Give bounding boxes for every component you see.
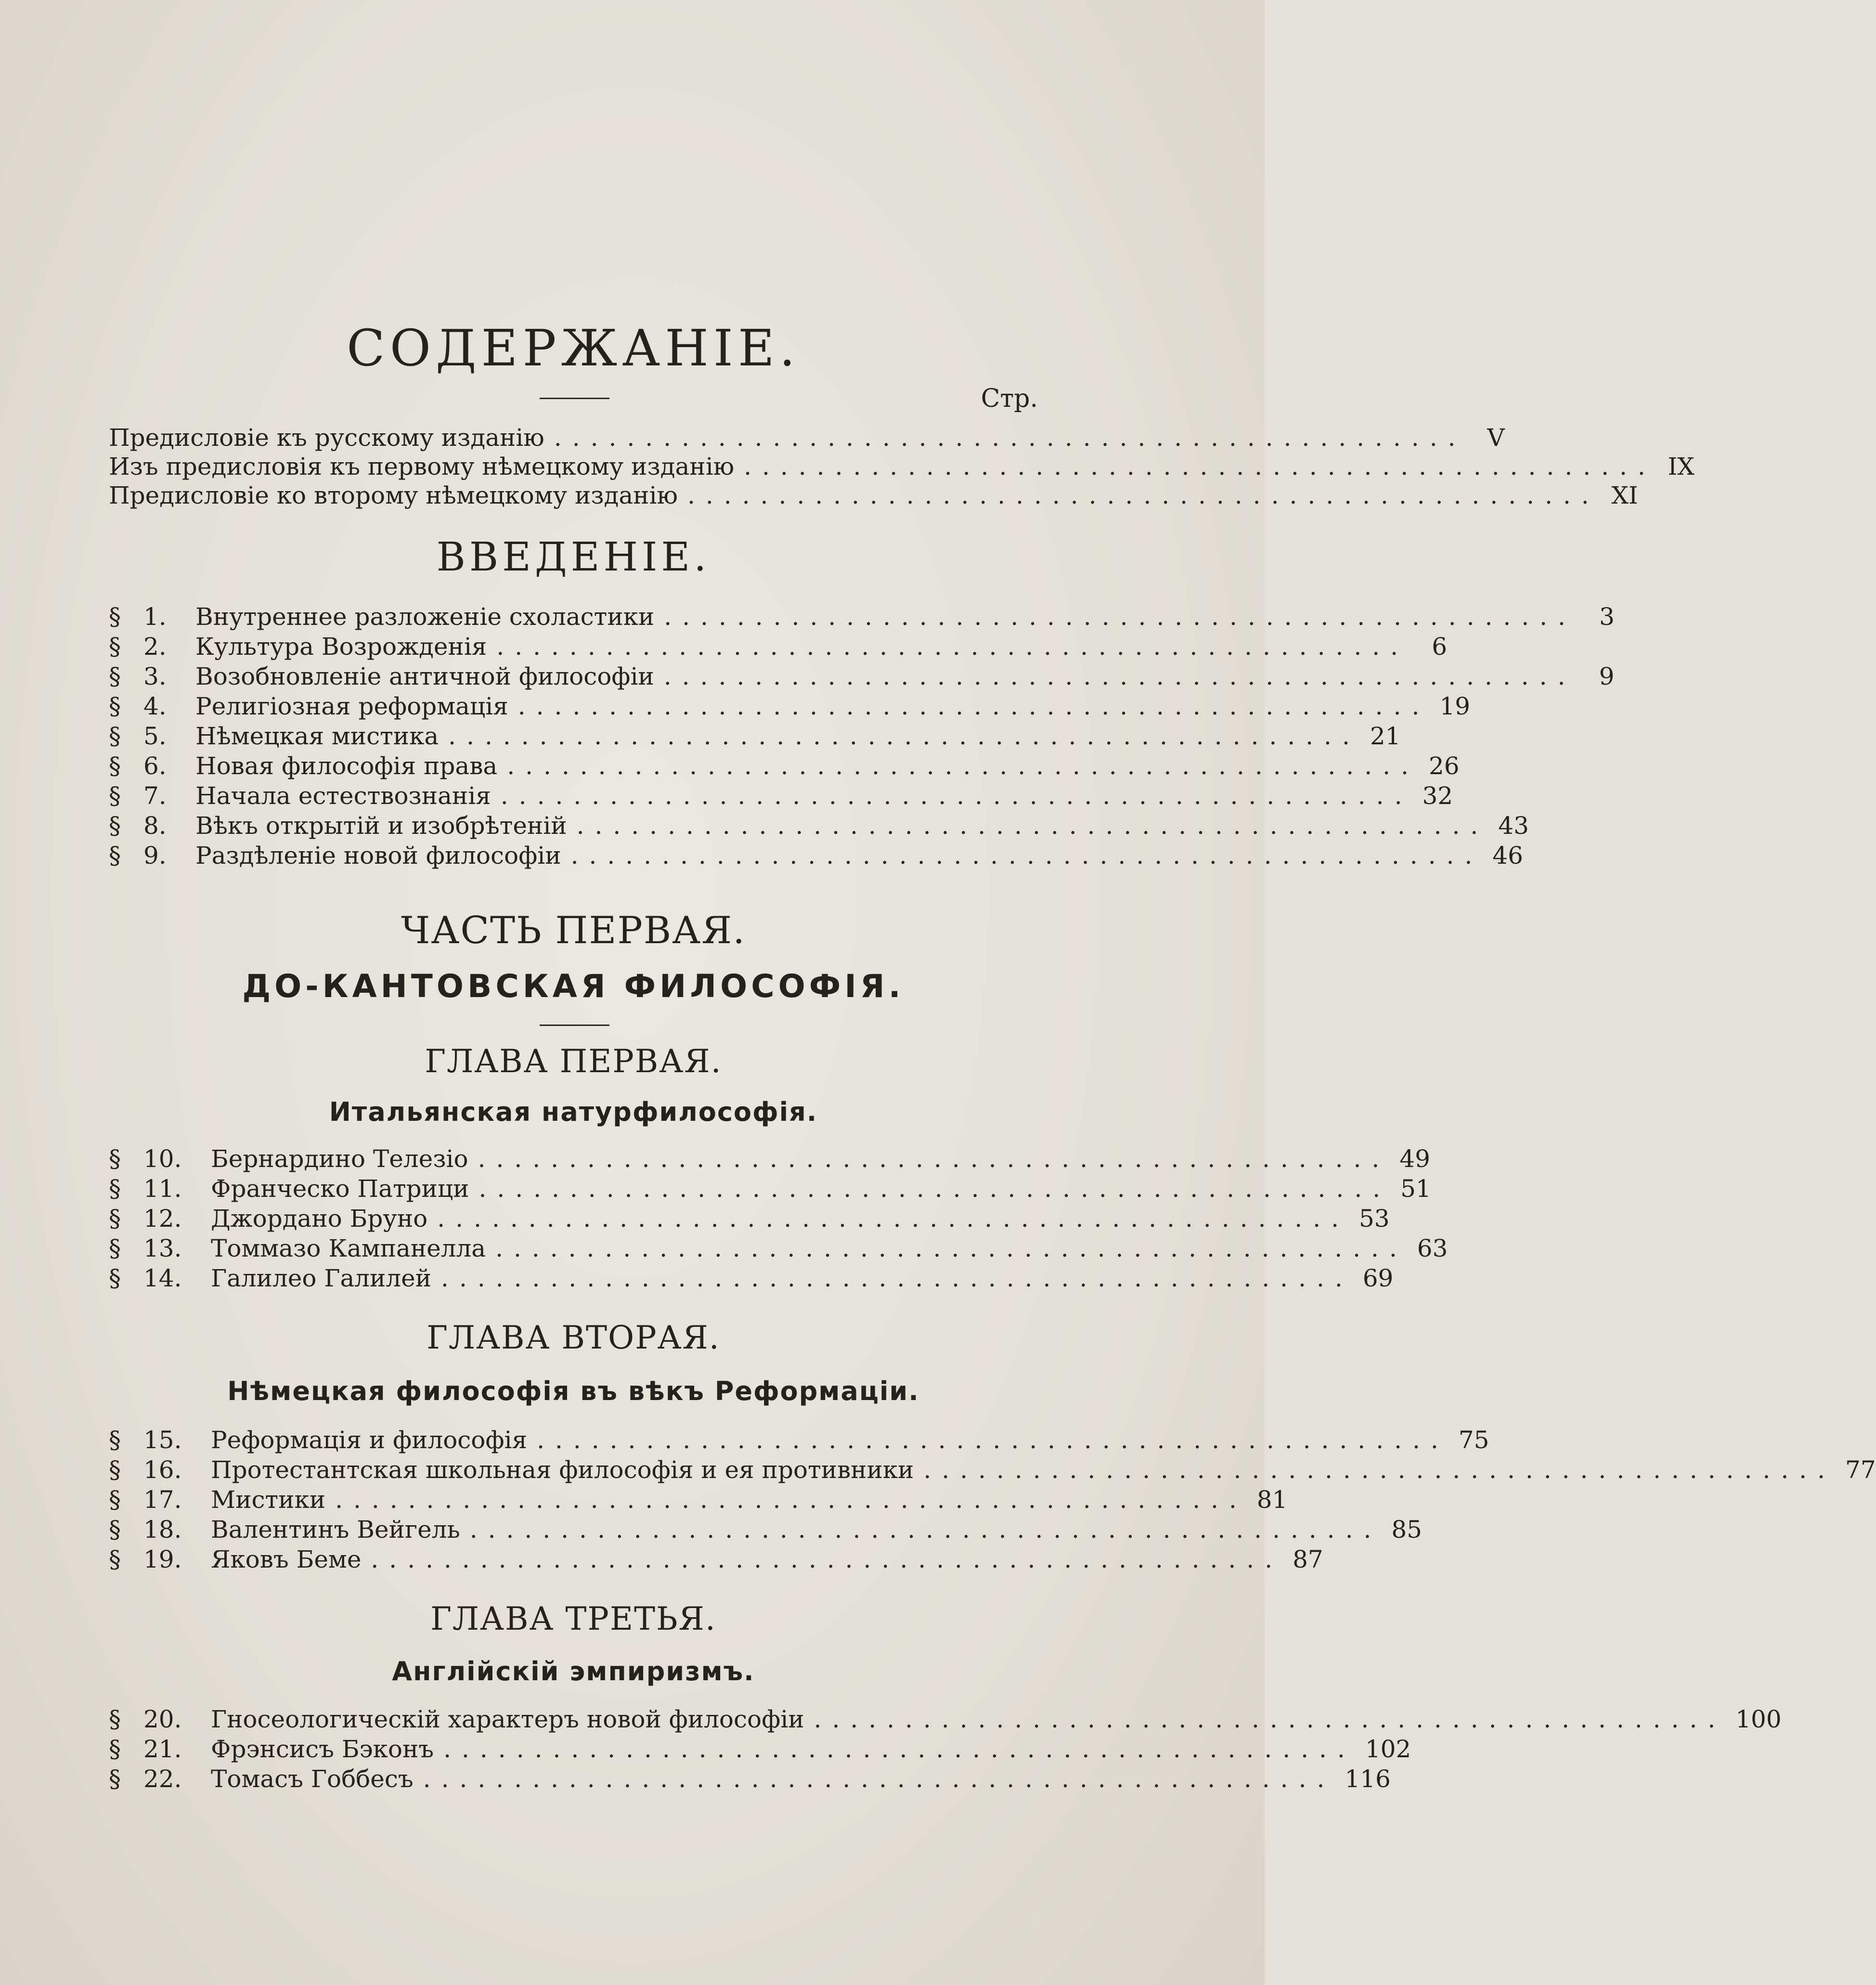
list-item [109, 692, 1470, 722]
section-sign: § [109, 692, 121, 720]
leader-dots: .................................................. [437, 1205, 1349, 1233]
section-sign: § [109, 1516, 121, 1544]
list-item [109, 481, 1638, 511]
entry-page: 63 [1417, 1234, 1448, 1262]
list-item [109, 603, 1615, 633]
entry-label: Протестантская школьная философія и ея противники [211, 1456, 914, 1484]
entry-label: Изъ предисловія къ первому нѣмецкому изданію [109, 453, 735, 480]
entry-page: 116 [1345, 1765, 1391, 1793]
leader-dots: .................................................. [663, 662, 1576, 690]
section-number: 1. [143, 603, 167, 631]
list-item [109, 1264, 1394, 1294]
entry-label: Фрэнсисъ Бэконъ [211, 1735, 434, 1763]
section-sign: § [109, 1426, 121, 1454]
entry-page: 46 [1492, 842, 1523, 869]
entry-page: 85 [1391, 1516, 1422, 1544]
entry-page: 49 [1399, 1145, 1430, 1173]
leader-dots: .................................................. [687, 481, 1600, 509]
leader-dots: .................................................. [479, 1175, 1391, 1203]
section-sign: § [109, 842, 121, 869]
leader-dots: .................................................. [469, 1516, 1382, 1544]
section-number: 9. [143, 842, 167, 869]
list-item [109, 1765, 1391, 1795]
entry-label: Мистики [211, 1486, 326, 1514]
chapter-heading: ГЛАВА ВТОРАЯ. [427, 1319, 720, 1356]
leader-dots: .................................................. [814, 1705, 1726, 1733]
entry-label: Галилео Галилей [211, 1264, 432, 1292]
section-number: 16. [143, 1456, 182, 1484]
entry-page: 26 [1428, 752, 1460, 780]
entry-page: 69 [1362, 1264, 1394, 1292]
leader-dots: .................................................. [923, 1456, 1836, 1484]
chapter-heading: ГЛАВА ПЕРВАЯ. [425, 1043, 722, 1080]
entry-page: 3 [1599, 603, 1615, 631]
leader-dots: .................................................. [500, 782, 1413, 810]
entry-label: Возобновленіе античной философіи [195, 662, 654, 690]
list-item [109, 812, 1529, 842]
entry-page: 81 [1256, 1486, 1288, 1514]
list-item [109, 1705, 1782, 1735]
entry-page: 87 [1293, 1545, 1323, 1573]
section-sign: § [109, 633, 121, 661]
leader-dots: .................................................. [371, 1545, 1283, 1573]
section-sign: § [109, 1234, 121, 1262]
entry-label: Реформація и философія [211, 1426, 528, 1454]
list-item [109, 1234, 1448, 1264]
entry-label: Предисловіе къ русскому изданію [109, 424, 544, 452]
leader-dots: .................................................. [518, 692, 1430, 720]
entry-page: 21 [1370, 722, 1401, 750]
section-sign: § [109, 1145, 121, 1173]
entry-page: 9 [1599, 662, 1615, 690]
list-item [109, 1456, 1876, 1486]
entry-page: 100 [1735, 1705, 1782, 1733]
entry-label: Внутреннее разложеніе схоластики [195, 603, 655, 631]
leader-dots: .................................................. [441, 1264, 1353, 1292]
entry-label: Гносеологическій характеръ новой философіи [211, 1705, 804, 1733]
list-item [109, 1205, 1390, 1234]
leader-dots: .................................................. [496, 633, 1409, 661]
list-item [109, 1145, 1430, 1175]
section-sign: § [109, 1765, 121, 1793]
section-number: 22. [143, 1765, 182, 1793]
section-number: 20. [143, 1705, 182, 1733]
leader-dots: .................................................. [495, 1234, 1408, 1262]
leader-dots: .................................................. [537, 1426, 1449, 1454]
list-item [109, 842, 1523, 871]
section-sign: § [109, 752, 121, 780]
leader-dots: .................................................. [507, 752, 1419, 780]
section-number: 5. [143, 722, 167, 750]
entry-page: V [1487, 424, 1505, 452]
entry-page: 77 [1845, 1456, 1876, 1484]
list-item [109, 424, 1505, 454]
entry-label: Франческо Патрици [211, 1175, 469, 1203]
entry-label: Раздѣленіе новой философіи [195, 842, 561, 869]
leader-dots: .................................................. [478, 1145, 1390, 1173]
section-number: 7. [143, 782, 167, 810]
entry-label: Яковъ Беме [211, 1545, 362, 1573]
leader-dots: .................................................. [554, 424, 1466, 452]
section-number: 13. [143, 1234, 182, 1262]
section-sign: § [109, 603, 121, 631]
leader-dots: .................................................. [576, 812, 1489, 840]
section-number: 10. [143, 1145, 182, 1173]
section-number: 11. [143, 1175, 182, 1203]
entry-page: 19 [1439, 692, 1470, 720]
page-column-label: Стр. [981, 384, 1038, 413]
list-item [109, 722, 1401, 752]
part-rule [540, 1025, 609, 1026]
section-sign: § [109, 1456, 121, 1484]
chapter-subheading: Англійскій эмпиризмъ. [392, 1656, 755, 1687]
section-sign: § [109, 1545, 121, 1573]
section-number: 14. [143, 1264, 182, 1292]
list-item [109, 633, 1448, 662]
section-sign: § [109, 1175, 121, 1203]
leader-dots: .................................................. [335, 1486, 1247, 1514]
entry-label: Религіозная реформація [195, 692, 508, 720]
chapter-subheading: Итальянская натурфилософія. [329, 1097, 818, 1127]
entry-label: Нѣмецкая мистика [195, 722, 439, 750]
list-item [109, 1545, 1323, 1575]
entry-page: 32 [1422, 782, 1453, 810]
part-heading: ЧАСТЬ ПЕРВАЯ. [401, 909, 746, 952]
entry-label: Вѣкъ открытій и изобрѣтеній [195, 812, 567, 840]
entry-label: Бернардино Телезіо [211, 1145, 468, 1173]
section-number: 4. [143, 692, 167, 720]
chapter-subheading: Нѣмецкая философія въ вѣкъ Реформаціи. [227, 1376, 919, 1406]
list-item [109, 752, 1460, 782]
list-item [109, 1486, 1288, 1516]
leader-dots: .................................................. [664, 603, 1576, 631]
leader-dots: .................................................. [744, 453, 1656, 480]
section-number: 12. [143, 1205, 182, 1233]
entry-label: Валентинъ Вейгель [211, 1516, 460, 1544]
entry-page: 75 [1458, 1426, 1489, 1454]
list-item [109, 1175, 1431, 1205]
entry-label: Культура Возрожденія [195, 633, 487, 661]
section-sign: § [109, 722, 121, 750]
section-number: 2. [143, 633, 167, 661]
entry-label: Предисловіе ко второму нѣмецкому изданію [109, 481, 678, 509]
section-number: 15. [143, 1426, 182, 1454]
section-number: 6. [143, 752, 167, 780]
section-number: 17. [143, 1486, 182, 1514]
leader-dots: .................................................. [570, 842, 1483, 869]
section-sign: § [109, 1486, 121, 1514]
entry-page: XI [1611, 481, 1638, 509]
list-item [109, 782, 1453, 812]
entry-page: 102 [1365, 1735, 1411, 1763]
entry-label: Начала естествознанія [195, 782, 491, 810]
title-rule [540, 398, 609, 399]
part-subheading: ДО-КАНТОВСКАЯ ФИЛОСОФІЯ. [242, 968, 905, 1005]
section-sign: § [109, 782, 121, 810]
entry-label: Джордано Бруно [211, 1205, 428, 1233]
section-sign: § [109, 1705, 121, 1733]
section-number: 21. [143, 1735, 182, 1763]
list-item [109, 1735, 1411, 1765]
entry-page: 51 [1400, 1175, 1431, 1203]
section-sign: § [109, 1735, 121, 1763]
leader-dots: .................................................. [423, 1765, 1335, 1793]
chapter-heading: ГЛАВА ТРЕТЬЯ. [430, 1600, 716, 1637]
page-title: СОДЕРЖАНІЕ. [347, 319, 800, 377]
entry-label: Томмазо Кампанелла [211, 1234, 486, 1262]
entry-label: Томасъ Гоббесъ [211, 1765, 414, 1793]
list-item [109, 1426, 1489, 1456]
list-item [109, 453, 1695, 482]
section-sign: § [109, 1205, 121, 1233]
section-sign: § [109, 812, 121, 840]
leader-dots: .................................................. [448, 722, 1360, 750]
section-number: 18. [143, 1516, 182, 1544]
section-number: 8. [143, 812, 167, 840]
list-item [109, 1516, 1422, 1545]
entry-page: 53 [1358, 1205, 1390, 1233]
entry-label: Новая философія права [195, 752, 498, 780]
entry-page: 43 [1498, 812, 1529, 840]
introduction-heading: ВВЕДЕНІЕ. [436, 534, 711, 580]
section-sign: § [109, 1264, 121, 1292]
entry-page: IX [1668, 453, 1695, 480]
entry-page: 6 [1432, 633, 1448, 661]
leader-dots: .................................................. [443, 1735, 1356, 1763]
section-number: 3. [143, 662, 167, 690]
section-sign: § [109, 662, 121, 690]
list-item [109, 662, 1615, 692]
section-number: 19. [143, 1545, 182, 1573]
